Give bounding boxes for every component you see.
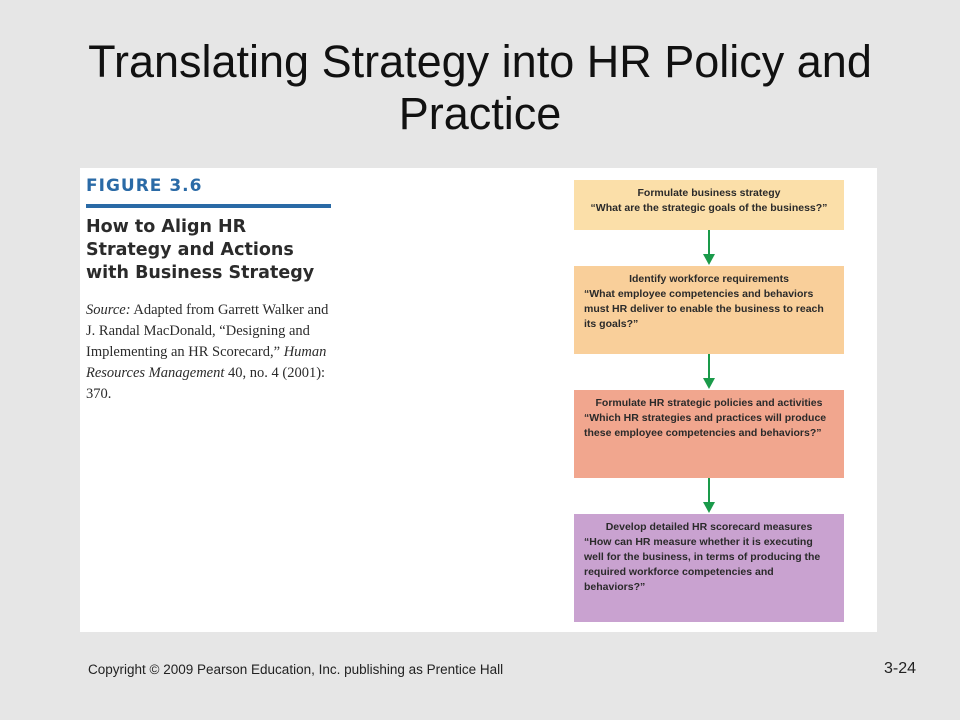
down-arrow-icon <box>702 230 716 266</box>
slide-title-line1: Translating Strategy into HR Policy and <box>88 36 872 87</box>
figure-source <box>86 300 336 405</box>
slide-title <box>40 36 920 140</box>
source-journal: Human Resources Management <box>86 344 327 381</box>
down-arrow-icon <box>702 478 716 514</box>
flow-box-title: Formulate business strategy <box>637 187 781 199</box>
flow-box-question: “What employee competencies and behaviors must HR deliver to enable the business to reach its goals?” <box>584 288 824 330</box>
flow-box-scorecard-measures <box>574 514 844 622</box>
down-arrow-icon <box>702 354 716 390</box>
flow-box-workforce-requirements <box>574 266 844 354</box>
slide-title-line2: Practice <box>398 88 562 139</box>
source-text-1: Adapted from Garrett Walker and J. Randal MacDonald, “Designing and Implementing an HR Scorecard,” <box>86 302 329 360</box>
flow-box-question: “Which HR strategies and practices will produce these employee competencies and behaviors?” <box>584 412 827 439</box>
flow-box-title: Formulate HR strategic policies and activities <box>595 397 823 409</box>
flow-box-question: “How can HR measure whether it is executing well for the business, in terms of producing the required workforce competencies and behaviors?” <box>584 536 821 593</box>
flow-box-title: Develop detailed HR scorecard measures <box>605 521 813 533</box>
copyright-text: Copyright © 2009 Pearson Education, Inc. publishing as Prentice Hall <box>88 662 504 677</box>
page-number: 3-24 <box>883 660 916 677</box>
flow-box-question: “What are the strategic goals of the business?” <box>590 202 828 214</box>
figure-heading: How to Align HR Strategy and Actions with Business Strategy <box>86 217 315 283</box>
flow-box-business-strategy <box>574 180 844 230</box>
figure-panel <box>80 168 877 632</box>
flow-box-hr-policies <box>574 390 844 478</box>
figure-rule <box>86 204 331 208</box>
flow-box-title: Identify workforce requirements <box>629 273 789 285</box>
source-label: Source: <box>86 302 131 318</box>
source-text-2: 40, no. 4 (2001): 370. <box>86 365 326 402</box>
figure-label: FIGURE 3.6 <box>86 176 203 196</box>
